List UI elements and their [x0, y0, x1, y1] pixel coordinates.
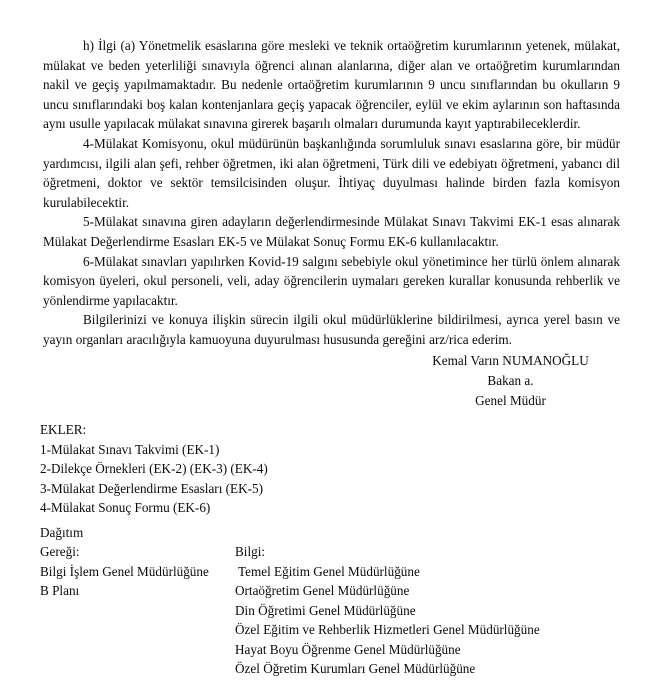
- distribution-info-column: [235, 542, 540, 679]
- distribution-required-column: [40, 542, 209, 601]
- distribution-heading: Dağıtım: [40, 525, 84, 540]
- distribution-info-item: Özel Eğitim ve Rehberlik Hizmetleri Genel Müdürlüğüne: [235, 622, 540, 637]
- distribution-info-item: Hayat Boyu Öğrenme Genel Müdürlüğüne: [235, 641, 461, 657]
- paragraph-5: 5-Mülakat sınavına giren adayların değerlendirmesinde Mülakat Sınavı Takvimi EK-1 esas alınarak Mülakat Değerlendirme Esasları EK-5 ve Mülakat Sonuç Formu EK-6 kullanılacaktır.: [43, 214, 620, 249]
- distribution-info-item: Özel Öğretim Kurumları Genel Müdürlüğüne: [235, 661, 476, 676]
- distribution-info-item: Din Öğretimi Genel Müdürlüğüne: [235, 602, 416, 618]
- attachment-item: 4-Mülakat Sonuç Formu (EK-6): [40, 500, 211, 515]
- attachments-block: [40, 420, 268, 518]
- document-body: [43, 36, 620, 350]
- attachment-item: 1-Mülakat Sınavı Takvimi (EK-1): [40, 441, 220, 457]
- distribution-info-item: Ortaöğretim Genel Müdürlüğüne: [235, 583, 410, 598]
- attachment-item: 3-Mülakat Değerlendirme Esasları (EK-5): [40, 480, 264, 496]
- distribution-required-item: Bilgi İşlem Genel Müdürlüğüne: [40, 563, 209, 579]
- signatory-name: Kemal Varın NUMANOĞLU: [432, 353, 589, 368]
- distribution-info-item: Temel Eğitim Genel Müdürlüğüne: [238, 563, 420, 579]
- paragraph-6: 6-Mülakat sınavları yapılırken Kovid-19 salgını sebebiyle okul yönetimince her türlü önlem alınarak komisyon üyeleri, okul personeli, veli, aday öğrencilerin uymaları gereken kurallar konusunda rehberlik ve yönlendirme yapılacaktır.: [43, 253, 620, 308]
- distribution-required-item: B Planı: [40, 583, 80, 598]
- attachment-item: 2-Dilekçe Örnekleri (EK-2) (EK-3) (EK-4): [40, 461, 268, 476]
- signatory-on-behalf: Bakan a.: [487, 373, 534, 388]
- signatory-title: Genel Müdür: [475, 393, 546, 408]
- paragraph-4: 4-Mülakat Komisyonu, okul müdürünün başkanlığında sorumluluk sınavı esaslarına göre, bir müdür yardımcısı, ilgili alan şefi, rehber öğretmen, iki alan öğretmeni, Türk dili ve edebiyatı öğretmeni, yabancı dil öğretmeni, doktor ve sektör temsilcisinden oluşur. İhtiyaç duyulması halinde birden fazla komisyon kurulabilecektir.: [43, 135, 620, 210]
- signature-block: [389, 351, 632, 411]
- paragraph-closing: Bilgilerinizi ve konuya ilişkin sürecin ilgili okul müdürlüklerine bildirilmesi, ayrıca yerel basın ve yayın organları aracılığıyla kamuoyuna duyurulması hususunda gereğini arz/rica ederim.: [43, 312, 620, 347]
- paragraph-h: h) İlgi (a) Yönetmelik esaslarına göre mesleki ve teknik ortaöğretim kurumlarının yetenek, mülakat, mülakat ve beden yeterliliği sınavıyla öğrenci alınan alanlarına, diğer alan ve ortaöğretim kurumlarından nakil ve geçiş yapılmamaktadır. Bu nedenle ortaöğretim kurumlarının 9 uncu sınıflarından bu okulların 9 uncu sınıflarındaki boş kalan kontenjanlara geçiş yapacak öğrenciler, eylül ve ekim aylarının son haftasında aynı usulle yapılacak mülakat sınavına girerek başarılı olmaları durumunda kayıt yaptırabileceklerdir.: [43, 38, 620, 132]
- attachments-heading: EKLER:: [40, 422, 87, 437]
- distribution-required-label: Gereği:: [40, 544, 80, 559]
- distribution-info-label: Bilgi:: [235, 544, 266, 559]
